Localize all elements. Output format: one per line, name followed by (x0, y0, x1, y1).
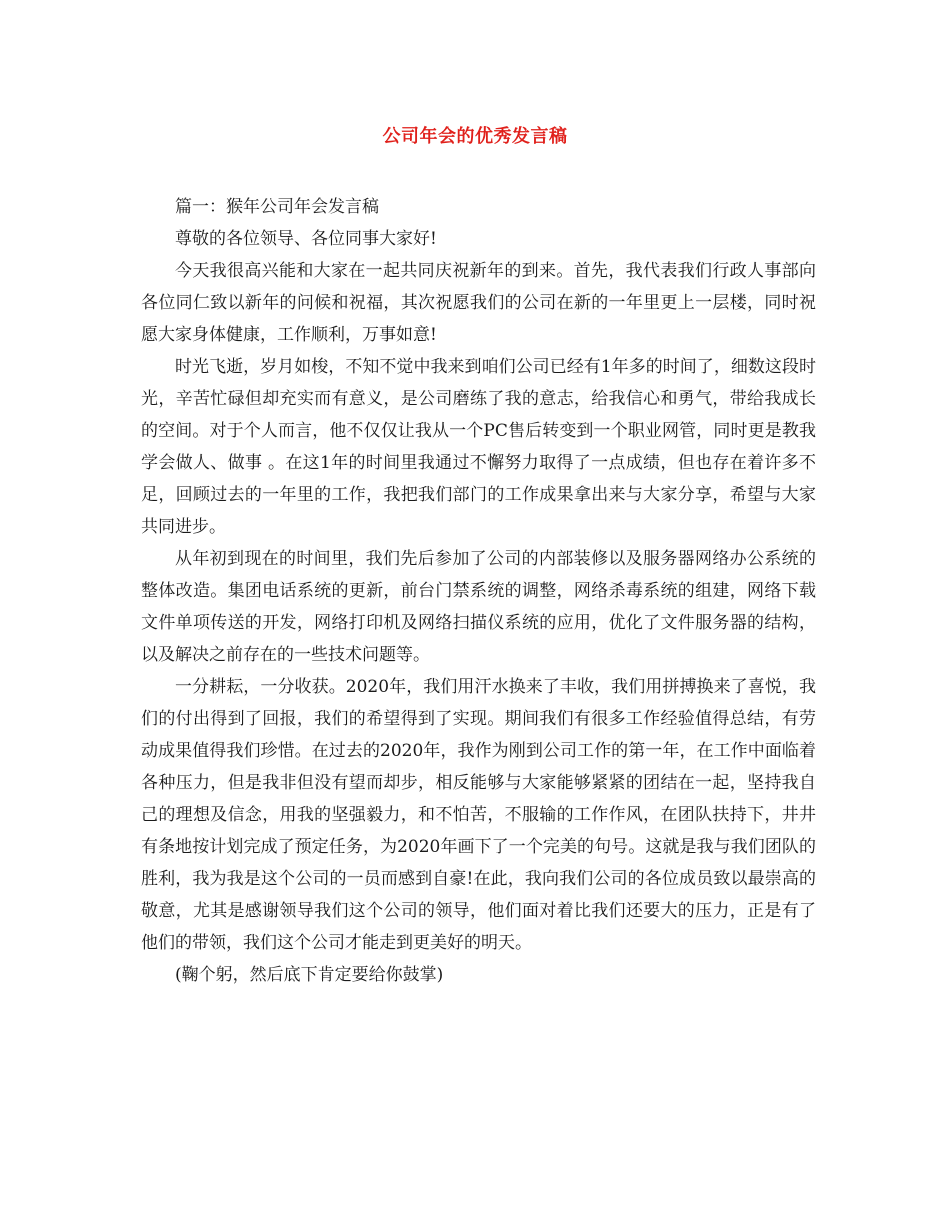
body-paragraph: 时光飞逝，岁月如梭，不知不觉中我来到咱们公司已经有1年多的时间了，细数这段时光，辛苦忙碌但却充实而有意义，是公司磨练了我的意志，给我信心和勇气，带给我成长的空间。对于个人而言，他不仅仅让我从一个PC售后转变到一个职业网管，同时更是教我学会做人、做事 。在这1年的时间里我通过不懈努力取得了一点成绩，但也存在着许多不足，回顾过去的一年里的工作，我把我们部门的工作成果拿出来与大家分享，希望与大家共同进步。 (141, 357, 816, 537)
stage-direction: (鞠个躬，然后底下肯定要给你鼓掌) (175, 965, 444, 985)
body-paragraph: 今天我很高兴能和大家在一起共同庆祝新年的到来。首先，我代表我们行政人事部向各位同仁致以新年的问候和祝福，其次祝愿我们的公司在新的一年里更上一层楼，同时祝愿大家身体健康，工作顺利，万事如意! (141, 261, 816, 345)
section-heading: 篇一：猴年公司年会发言稿 (175, 197, 379, 217)
body-paragraph: 从年初到现在的时间里，我们先后参加了公司的内部装修以及服务器网络办公系统的整体改造。集团电话系统的更新，前台门禁系统的调整，网络杀毒系统的组建，网络下载文件单项传送的开发，网络打印机及网络扫描仪系统的应用，优化了文件服务器的结构，以及解决之前存在的一些技术问题等。 (141, 549, 816, 665)
document-body (141, 191, 816, 991)
body-paragraph: 一分耕耘，一分收获。2020年，我们用汗水换来了丰收，我们用拼搏换来了喜悦，我们的付出得到了回报，我们的希望得到了实现。期间我们有很多工作经验值得总结，有劳动成果值得我们珍惜。在过去的2020年，我作为刚到公司工作的第一年，在工作中面临着各种压力，但是我非但没有望而却步，相反能够与大家能够紧紧的团结在一起，坚持我自己的理想及信念，用我的坚强毅力，和不怕苦，不服输的工作作风，在团队扶持下，井井有条地按计划完成了预定任务，为2020年画下了一个完美的句号。这就是我与我们团队的胜利，我为我是这个公司的一员而感到自豪!在此，我向我们公司的各位成员致以最崇高的敬意，尤其是感谢领导我们这个公司的领导，他们面对着比我们还要大的压力，正是有了他们的带领，我们这个公司才能走到更美好的明天。 (141, 677, 816, 953)
document-title: 公司年会的优秀发言稿 (382, 126, 568, 147)
salutation: 尊敬的各位领导、各位同事大家好! (175, 229, 437, 249)
